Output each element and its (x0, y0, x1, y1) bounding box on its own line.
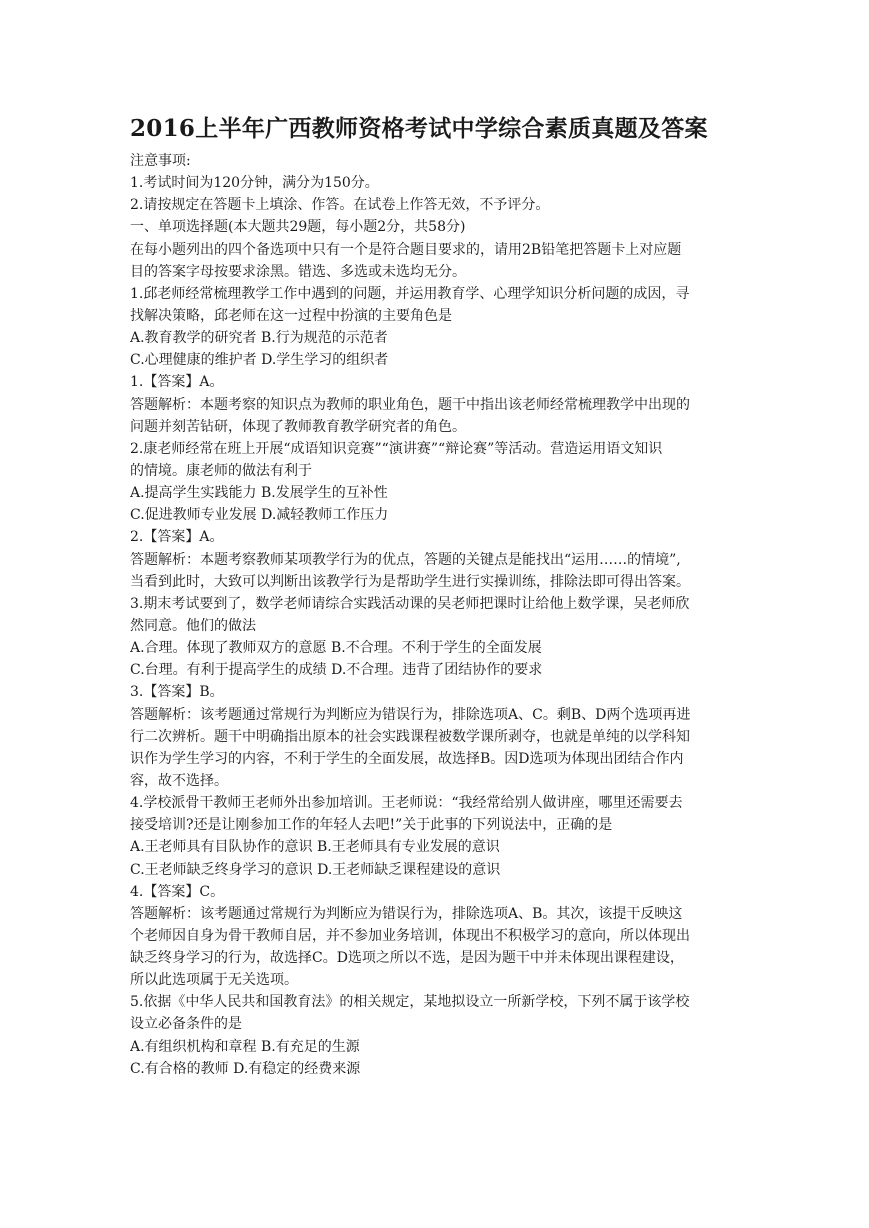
question-4-options: A.王老师具有目队协作的意识 B.王老师具有专业发展的意识 (130, 839, 500, 856)
question-3-explanation: 行二次辨析。题干中明确指出原本的社会实践课程被数学课所剥夺，也就是单纯的以学科知 (130, 728, 690, 745)
question-1-stem: 找解决策略，邱老师在这一过程中扮演的主要角色是 (130, 307, 452, 324)
question-2-answer: 2.【答案】A。 (130, 529, 224, 546)
question-5-options: C.有合格的教师 D.有稳定的经费来源 (130, 1060, 361, 1077)
question-1-options: C.心理健康的维护者 D.学生学习的组织者 (130, 352, 389, 369)
text-line: 1.考试时间为120分钟，满分为150分。 (130, 175, 379, 192)
question-3-explanation: 识作为学生学习的内容，不利于学生的全面发展，故选择B。因D选项为体现出团结合作内 (130, 750, 684, 767)
question-4-options: C.王老师缺乏终身学习的意识 D.王老师缺乏课程建设的意识 (130, 861, 501, 878)
question-3-explanation: 答题解析：该考题通过常规行为判断应为错误行为，排除选项A、C。剩B、D两个选项再进 (130, 706, 691, 723)
question-3-stem: 然同意。他们的做法 (130, 617, 256, 634)
section-heading: 一、单项选择题(本大题共29题，每小题2分，共58分) (130, 219, 466, 236)
question-2-stem: 的情境。康老师的做法有利于 (130, 462, 312, 479)
question-3-explanation: 容，故不选择。 (130, 772, 228, 789)
question-1-explanation: 问题并刻苦钻研，体现了教师教育教学研究者的角色。 (130, 418, 466, 435)
question-2-explanation: 当看到此时，大致可以判断出该教学行为是帮助学生进行实操训练，排除法即可得出答案。 (130, 573, 690, 590)
question-1-options: A.教育教学的研究者 B.行为规范的示范者 (130, 330, 388, 347)
question-4-stem: 4.学校派骨干教师王老师外出参加培训。王老师说：“我经常给别人做讲座，哪里还需要去 (130, 795, 683, 812)
document-page (130, 108, 740, 1080)
question-3-options: C.台理。有利于提高学生的成绩 D.不合理。违背了团结协作的要求 (130, 662, 543, 679)
question-3-options: A.合理。体现了教师双方的意愿 B.不合理。不利于学生的全面发展 (130, 640, 542, 657)
question-4-explanation: 答题解析：该考题通过常规行为判断应为错误行为，排除选项A、B。其次，该提干反映这 (130, 905, 683, 922)
question-3-stem: 3.期末考试要到了，数学老师请综合实践活动课的吴老师把课时让给他上数学课，吴老师欣 (130, 595, 690, 612)
question-3-answer: 3.【答案】B。 (130, 684, 224, 701)
text-line: 注意事项: (130, 153, 191, 169)
question-2-options: A.提高学生实践能力 B.发展学生的互补性 (130, 485, 388, 502)
text-line: 2.请按规定在答题卡上填涂、作答。在试卷上作答无效，不予评分。 (130, 197, 550, 214)
question-2-options: C.促进教师专业发展 D.减轻教师工作压力 (130, 507, 389, 524)
question-5-stem: 设立必备条件的是 (130, 1016, 242, 1033)
document-body (130, 150, 740, 1080)
question-4-answer: 4.【答案】C。 (130, 883, 225, 900)
question-4-explanation: 缺乏终身学习的行为，故选择C。D选项之所以不选，是因为题干中并未体现出课程建设， (130, 950, 684, 967)
text-line: 目的答案字母按要求涂黑。错选、多选或未选均无分。 (130, 263, 466, 280)
question-4-explanation: 个老师因自身为骨干教师自居，并不参加业务培训，体现出不积极学习的意向，所以体现出 (130, 927, 690, 944)
question-1-explanation: 答题解析：本题考察的知识点为教师的职业角色，题干中指出该老师经常梳理教学中出现的 (130, 396, 690, 413)
document-title: 2016上半年广西教师资格考试中学综合素质真题及答案 (130, 115, 708, 142)
question-2-explanation: 答题解析：本题考察教师某项教学行为的优点，答题的关键点是能找出“运用……的情境”, (130, 551, 681, 568)
question-5-options: A.有组织机构和章程 B.有充足的生源 (130, 1038, 360, 1055)
question-4-explanation: 所以此选项属于无关选项。 (130, 972, 298, 989)
question-4-stem: 接受培训?还是让刚参加工作的年轻人去吧!”关于此事的下列说法中，正确的是 (130, 817, 613, 834)
question-1-stem: 1.邱老师经常梳理教学工作中遇到的问题，并运用教育学、心理学知识分析问题的成因，寻 (130, 285, 690, 302)
question-5-stem: 5.依据《中华人民共和国教育法》的相关规定，某地拟设立一所新学校，下列不属于该学校 (130, 994, 690, 1011)
question-1-answer: 1.【答案】A。 (130, 374, 224, 391)
text-line: 在每小题列出的四个备选项中只有一个是符合题目要求的，请用2B铅笔把答题卡上对应题 (130, 241, 682, 258)
question-2-stem: 2.康老师经常在班上开展“成语知识竞赛”“演讲赛”“辩论赛”等活动。营造运用语文知识 (130, 440, 663, 457)
